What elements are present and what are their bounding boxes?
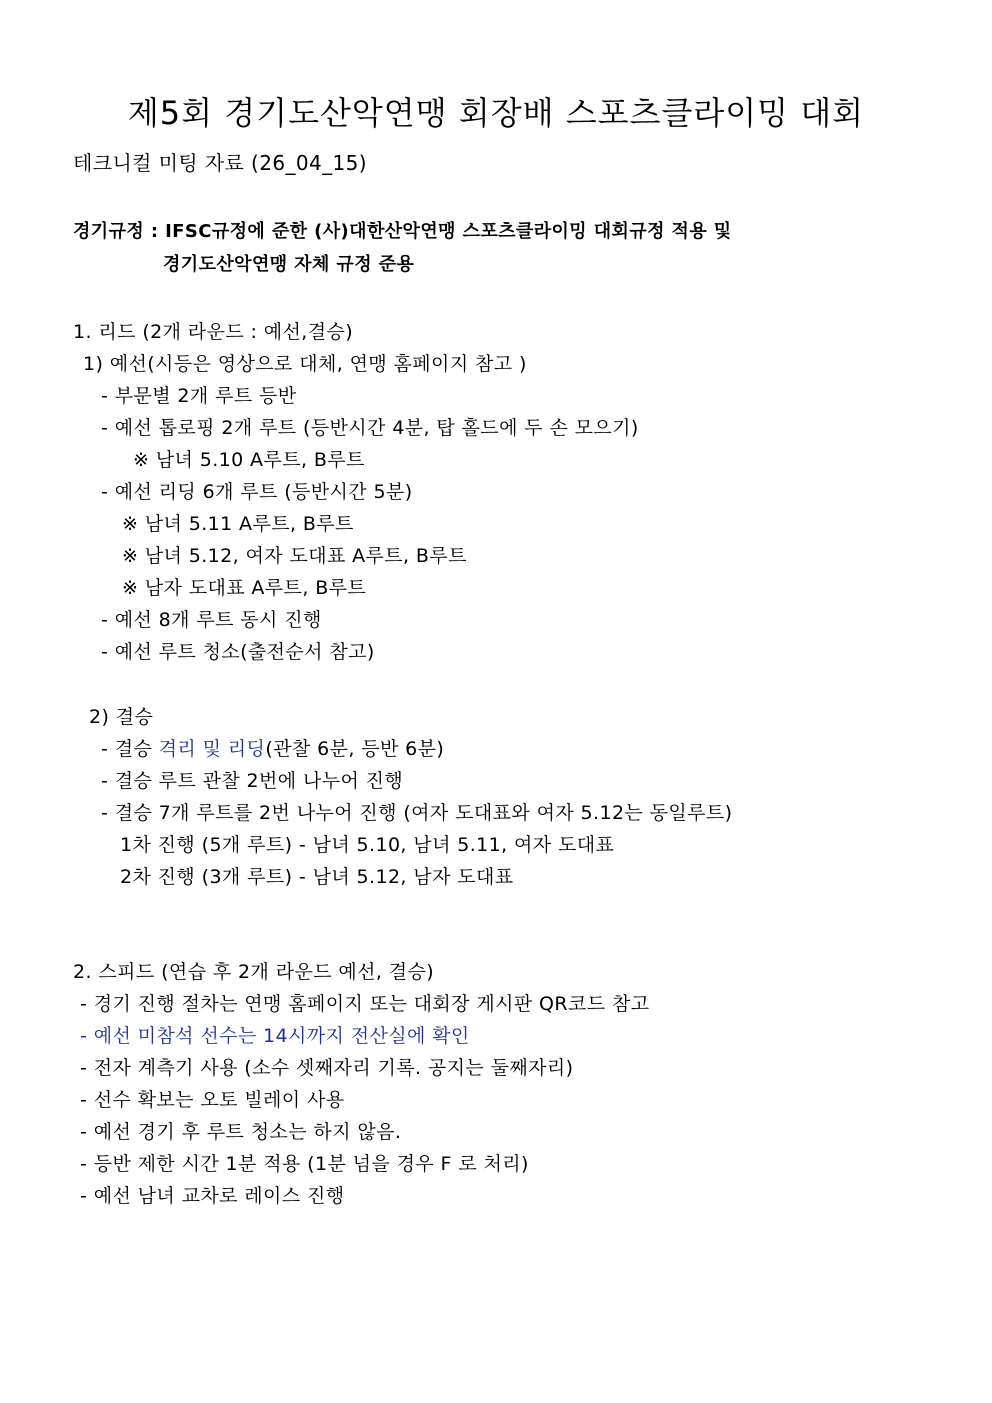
list-item-text: (관찰 6분, 등반 6분) xyxy=(265,738,445,760)
list-item: ※ 남자 도대표 A루트, B루트 xyxy=(122,577,367,599)
list-item: 1차 진행 (5개 루트) - 남녀 5.10, 남녀 5.11, 여자 도대표 xyxy=(120,834,615,856)
list-item: ※ 남녀 5.11 A루트, B루트 xyxy=(122,513,354,535)
list-item: - 예선 리딩 6개 루트 (등반시간 5분) xyxy=(101,481,413,503)
list-item-text: - 결승 xyxy=(101,738,159,760)
list-item: - 부문별 2개 루트 등반 xyxy=(101,385,297,407)
rules-line-1: 경기규정 : IFSC규정에 준한 (사)대한산악연맹 스포츠클라이밍 대회규정 적용 및 xyxy=(73,221,732,242)
document-title: 제5회 경기도산악연맹 회장배 스포츠클라이밍 대회 xyxy=(127,94,865,132)
lead-heading: 1. 리드 (2개 라운드 : 예선,결승) xyxy=(73,321,354,343)
document-subtitle: 테크니컬 미팅 자료 (26_04_15) xyxy=(73,151,367,175)
list-item: 2차 진행 (3개 루트) - 남녀 5.12, 남자 도대표 xyxy=(120,866,514,888)
list-item xyxy=(101,737,444,761)
list-item: ※ 남녀 5.10 A루트, B루트 xyxy=(133,449,365,471)
list-item: - 등반 제한 시간 1분 적용 (1분 넘을 경우 F 로 처리) xyxy=(80,1153,529,1175)
list-item: ※ 남녀 5.12, 여자 도대표 A루트, B루트 xyxy=(122,545,467,567)
list-item: - 예선 8개 루트 동시 진행 xyxy=(101,609,322,631)
highlighted-text: 격리 및 리딩 xyxy=(158,738,266,760)
list-item: - 전자 계측기 사용 (소수 셋째자리 기록. 공지는 둘째자리) xyxy=(80,1057,574,1079)
list-item: - 결승 7개 루트를 2번 나누어 진행 (여자 도대표와 여자 5.12는 동일루트) xyxy=(101,802,733,824)
list-item: - 경기 진행 절차는 연맹 홈페이지 또는 대회장 게시판 QR코드 참고 xyxy=(80,993,650,1015)
list-item: - 예선 남녀 교차로 레이스 진행 xyxy=(80,1185,345,1207)
list-item: - 예선 경기 후 루트 청소는 하지 않음. xyxy=(80,1121,402,1143)
list-item: - 결승 루트 관찰 2번에 나누어 진행 xyxy=(101,770,404,792)
lead-qual-heading: 1) 예선(시등은 영상으로 대체, 연맹 홈페이지 참고 ) xyxy=(83,353,527,375)
rules-line-2: 경기도산악연맹 자체 규정 준용 xyxy=(163,254,415,275)
list-item: - 선수 확보는 오토 빌레이 사용 xyxy=(80,1089,345,1111)
lead-final-heading: 2) 결승 xyxy=(89,706,154,728)
list-item: - 예선 톱로핑 2개 루트 (등반시간 4분, 탑 홀드에 두 손 모으기) xyxy=(101,417,639,439)
list-item-highlighted: - 예선 미참석 선수는 14시까지 전산실에 확인 xyxy=(80,1025,470,1047)
speed-heading: 2. 스피드 (연습 후 2개 라운드 예선, 결승) xyxy=(73,961,435,983)
list-item: - 예선 루트 청소(출전순서 참고) xyxy=(101,641,375,663)
